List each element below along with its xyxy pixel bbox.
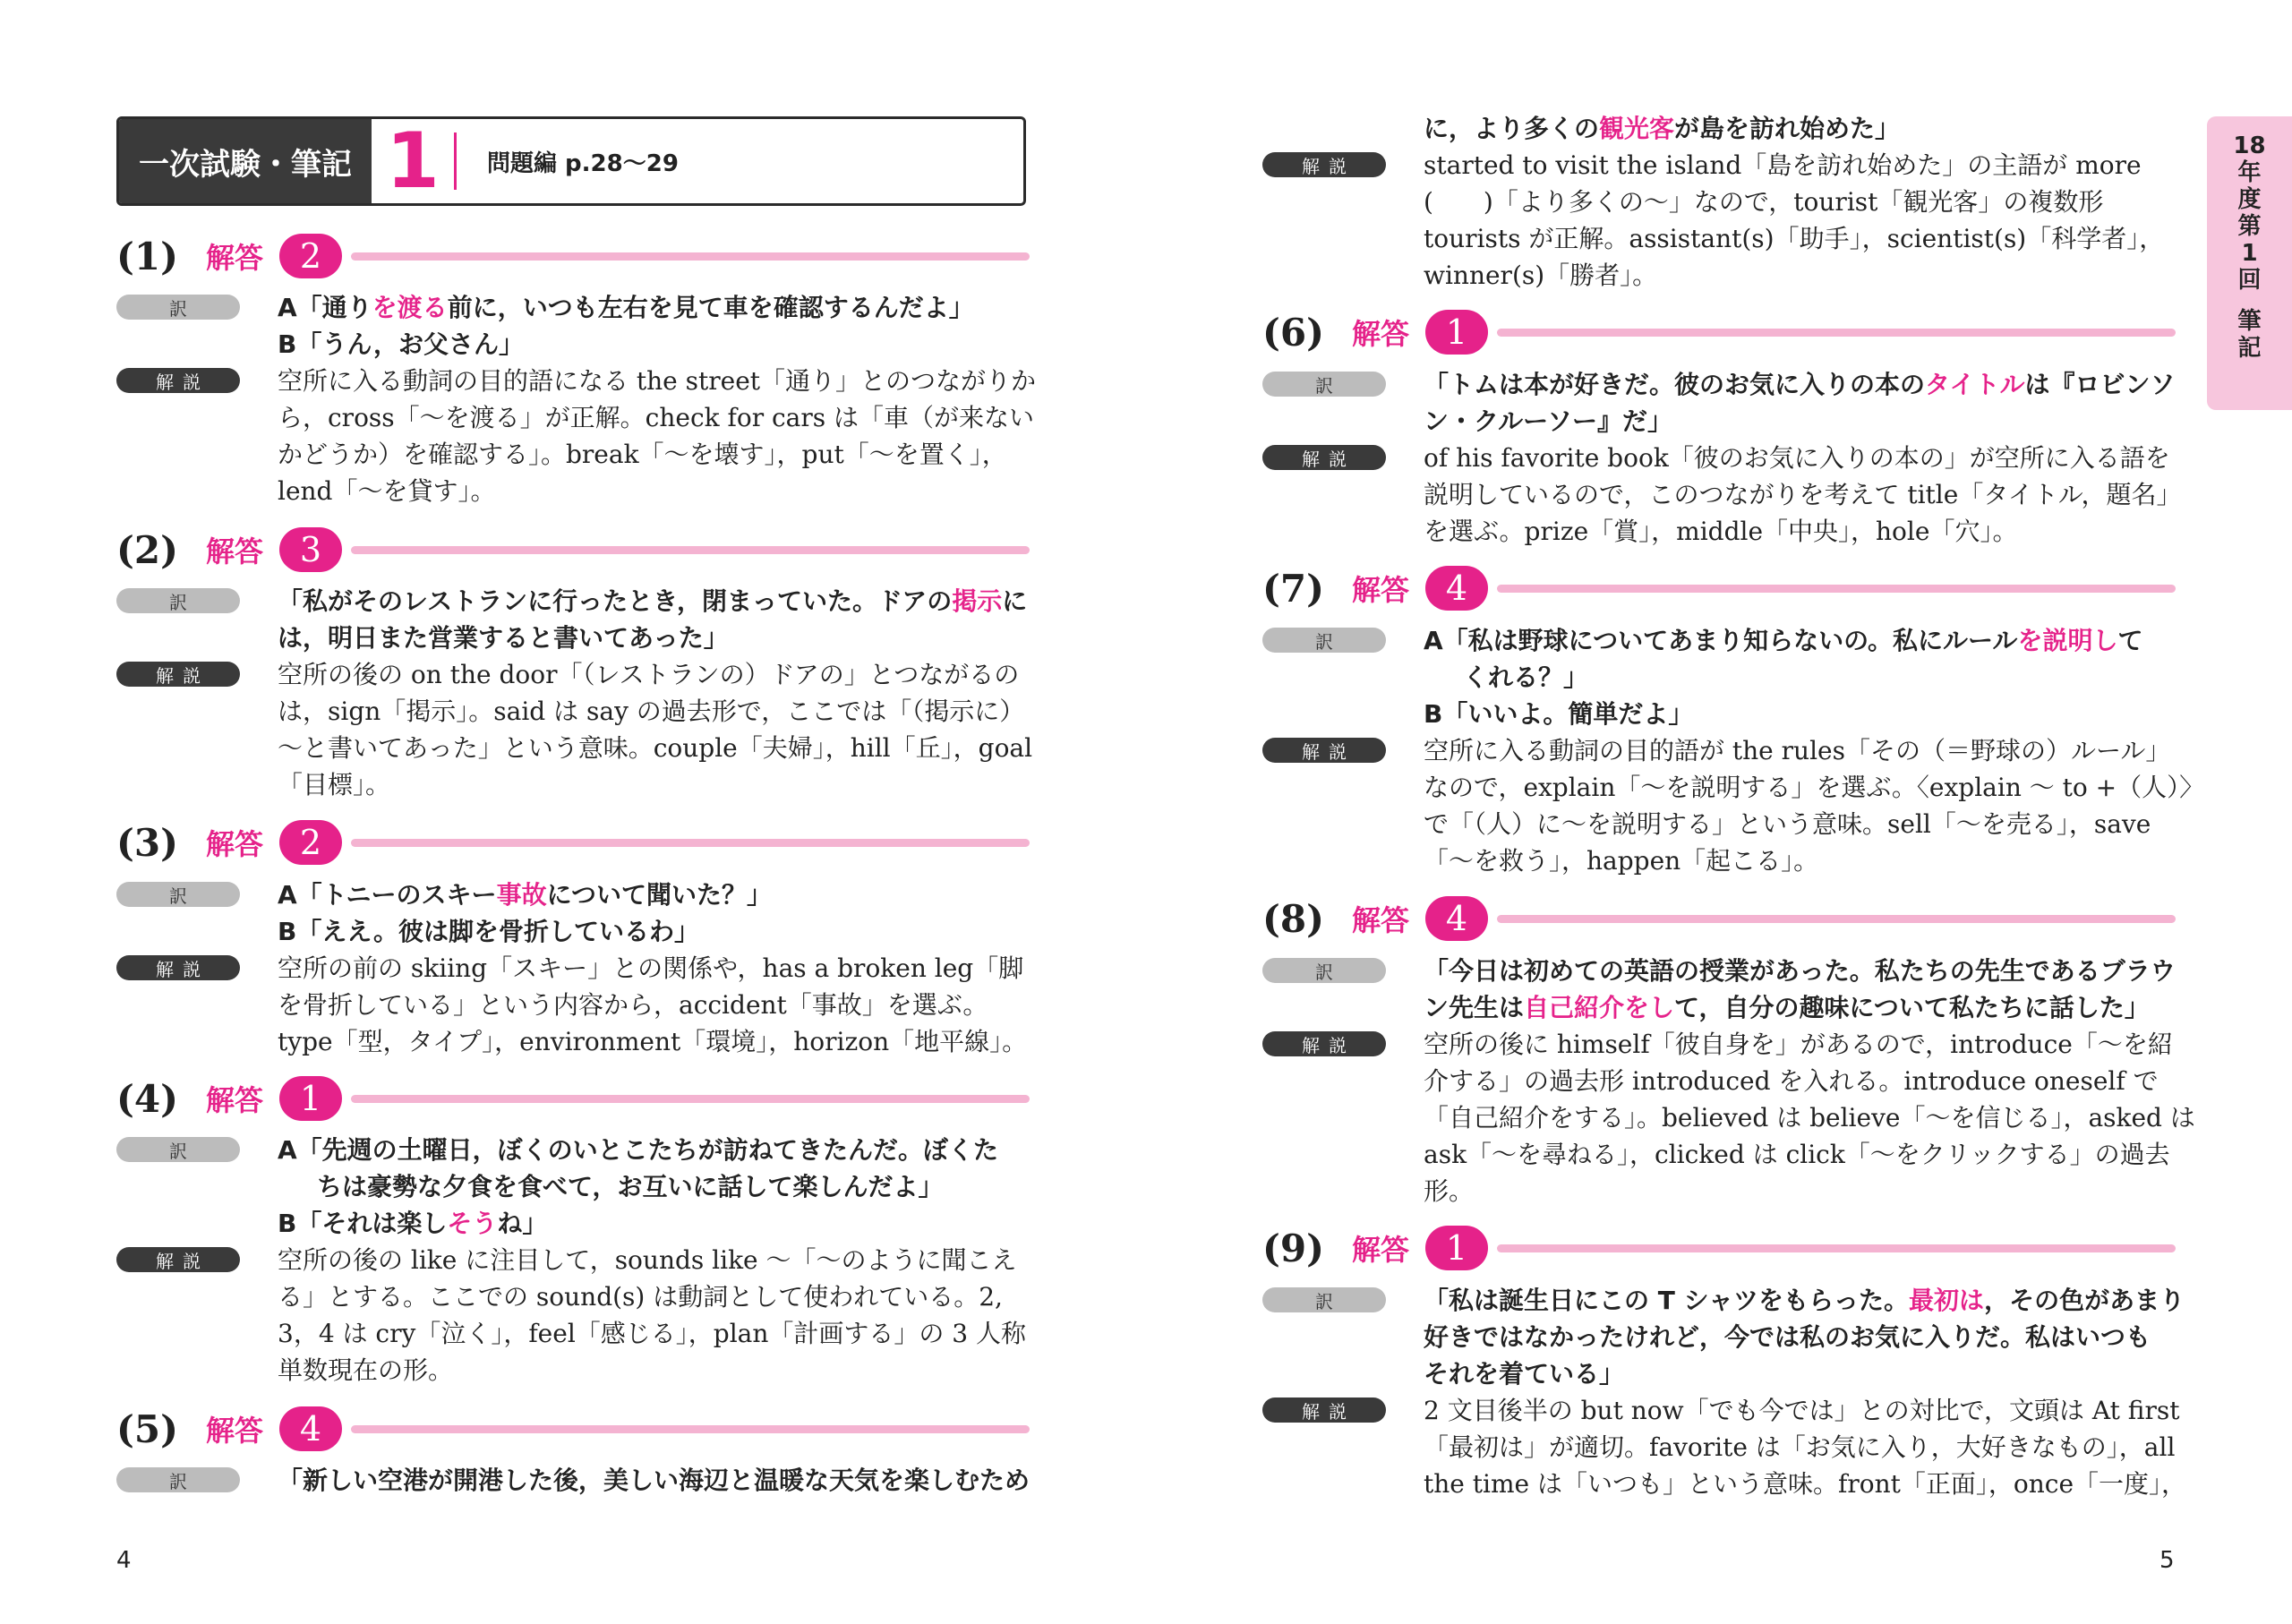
question-heading [1262,1221,2176,1275]
heading-rule [1497,915,2176,923]
translation-text [1424,622,2176,732]
text-line: 空所の前の skiing「スキー」との関係や，has a broken leg「脚 [278,953,1024,983]
translation-row [1262,953,2176,1026]
section-header [116,116,1026,206]
section-number: 1 [386,116,440,206]
text-segment: 「私は誕生日にこの T シャツをもらった。 [1424,1286,1910,1315]
explanation-tag: 解説 [116,662,240,687]
question-number: (4) [116,1076,178,1121]
text-line: を選ぶ。prize「賞」，middle「中央」，hole「穴」。 [1424,517,2018,546]
text-line: 説明しているので，このつながりを考えて title「タイトル，題名」 [1424,480,2182,509]
text-segment: ちは豪勢な夕食を食べて，お互いに話して楽しんだよ」 [317,1172,944,1201]
answer-badge: 1 [279,1076,342,1121]
highlight-text: そう [447,1209,498,1238]
text-segment: 「私がそのレストランに行ったとき，閉まっていた。ドアの [278,586,953,616]
text-segment: 前に，いつも左右を見て車を確認するんだよ」 [447,293,974,322]
translation-tag: 訳 [116,588,240,613]
explanation-text [1424,440,2182,550]
text-segment: 「今日は初めての英語の授業があった。私たちの先生であるブラウ [1424,956,2176,986]
highlight-text: 事故 [496,880,547,910]
text-segment: B「うん，お父さん」 [278,329,525,359]
text-line: 〜と書いてあった」という意味。couple「夫婦」，hill「丘」，goal [278,733,1033,763]
answer-label: 解答 [206,241,264,275]
text-line: ら，cross「〜を渡る」が正解。check for cars は「車（が来ない [278,403,1035,432]
text-segment: A「私は野球についてあまり知らないの。私にルール [1424,626,2018,655]
text-line: type「型，タイプ」，environment「環境」，horizon「地平線」。 [278,1027,1028,1056]
text-line: 「最初は」が適切。favorite は「お気に入り，大好きなもの」，all [1424,1432,2176,1462]
explanation-row [1262,440,2182,550]
explanation-row [1262,147,2176,294]
explanation-text [1424,147,2176,294]
explanation-tag: 解説 [1262,738,1386,763]
text-line: で「（人）に〜を説明する」という意味。sell「〜を売る」，save [1424,809,2151,839]
text-line [1424,989,2176,1026]
side-tab [2207,116,2292,410]
explanation-row [116,950,1030,1060]
translation-row [116,876,1030,950]
explanation-text [278,1242,1030,1389]
text-segment: に [1002,586,1028,616]
text-segment: ン・クルーソー』だ」 [1424,406,1673,436]
explanation-row [116,1242,1030,1389]
heading-rule [1497,585,2176,593]
text-segment: それを着ている」 [1424,1359,1625,1389]
text-line [278,913,1030,950]
text-line: the time は「いつも」という意味。front「正面」，once「一度」， [1424,1469,2187,1499]
answer-label: 解答 [206,1414,264,1448]
text-line [1424,659,2176,696]
answer-label: 解答 [206,534,264,568]
text-line: 介する」の過去形 introduced を入れる。introduce oneself で [1424,1066,2159,1096]
text-segment: B「ええ。彼は脚を骨折しているわ」 [278,917,700,946]
explanation-tag: 解説 [116,955,240,980]
text-line: 「自己紹介をする」。believed は believe「〜を信じる」，asked は [1424,1103,2195,1133]
explanation-text [278,363,1036,509]
heading-rule [1497,1244,2176,1252]
text-line: winner(s)「勝者」。 [1424,261,1658,290]
translation-row [1262,366,2176,440]
heading-rule [351,839,1030,847]
explanation-text [278,950,1030,1060]
question-heading [116,523,1030,577]
question-heading [1262,561,2176,615]
text-segment: は『ロビンソ [2024,370,2176,399]
question-number: (9) [1262,1226,1324,1270]
explanation-text [278,656,1032,803]
text-line [278,620,1030,656]
question-number: (6) [1262,310,1324,355]
text-line: 空所の後の on the door「（レストランの）ドアの」とつながるの [278,660,1020,689]
explanation-tag: 解説 [116,1247,240,1272]
translation-continued [1424,110,2194,147]
text-line: 空所に入る動詞の目的語になる the street「通り」とのつながりか [278,366,1037,396]
question-heading [1262,305,2176,359]
question-number: (3) [116,820,178,865]
text-line: は，sign「掲示」。said は say の過去形で，ここでは「（掲示に） [278,697,1025,726]
text-segment: て [2117,626,2143,655]
heading-rule [351,1095,1030,1103]
text-line [1424,403,2176,440]
question-number: (7) [1262,566,1324,611]
translation-text [1424,1282,2185,1392]
text-segment: くれる？」 [1463,662,1589,692]
text-segment: B「いいよ。簡単だよ」 [1424,699,1694,729]
section-title: 一次試験・筆記 [119,119,372,203]
translation-text [278,876,1030,950]
translation-tag: 訳 [116,1137,240,1162]
side-tab-char: 年 [2237,159,2262,186]
explanation-row [1262,732,2205,879]
text-line [1424,366,2176,403]
explanation-text [1424,1392,2186,1502]
heading-rule [1497,329,2176,337]
explanation-text [1424,732,2204,879]
text-line [278,1168,1030,1205]
text-line: 2 文目後半の but now「でも今では」との対比で，文頭は At first [1424,1396,2180,1425]
text-segment: A「トニーのスキー [278,880,497,910]
text-line: る」とする。ここでの sound(s) は動詞として使われている。2, [278,1282,1003,1312]
highlight-text: 観光客 [1599,114,1675,143]
translation-tag: 訳 [116,1467,240,1492]
translation-row [116,583,1030,656]
explanation-tag: 解説 [1262,1397,1386,1423]
text-line: 単数現在の形。 [278,1355,454,1385]
explanation-row [1262,1392,2187,1502]
text-line: of his favorite book「彼のお気に入りの本の」が空所に入る語を [1424,443,2170,473]
explanation-row [116,363,1037,509]
header-divider [454,132,457,190]
text-segment: 好きではなかったけれど，今では私のお気に入りだ。私はいつも [1424,1322,2151,1352]
explanation-text [1424,1026,2195,1209]
text-segment: A「先週の土曜日，ぼくのいとこたちが訪ねてきたんだ。ぼくた [278,1135,998,1165]
text-segment: に，より多くの [1424,114,1600,143]
translation-row [116,1132,1030,1242]
highlight-text: タイトル [1925,370,2025,399]
translation-row [1262,1282,2185,1392]
explanation-tag: 解説 [1262,445,1386,470]
translation-text [278,1132,1030,1242]
explanation-row [1262,1026,2195,1209]
text-line [1424,696,2176,732]
text-line: 空所の後に himself「彼自身を」があるので，introduce「〜を紹 [1424,1030,2173,1059]
text-line: を骨折している」という内容から，accident「事故」を選ぶ。 [278,990,988,1020]
explanation-tag: 解説 [1262,152,1386,177]
question-heading [1262,892,2176,945]
answer-badge: 3 [279,527,342,572]
highlight-text: を渡る [372,293,448,322]
translation-text [1424,110,2194,147]
answer-label: 解答 [1352,573,1410,607]
answer-label: 解答 [206,827,264,861]
text-segment: B「それは楽し [278,1209,448,1238]
translation-row [116,1462,1030,1499]
translation-tag: 訳 [1262,372,1386,397]
text-segment: が島を訪れ始めた」 [1674,114,1901,143]
text-segment: 「トムは本が好きだ。彼のお気に入りの本の [1424,370,1926,399]
text-segment: 「新しい空港が開港した後，美しい海辺と温暖な天気を楽しむため [278,1466,1031,1495]
page-number-left: 4 [116,1547,132,1574]
answer-badge: 2 [279,820,342,865]
text-line: 「目標」。 [278,770,391,799]
text-segment: について聞いた？」 [546,880,773,910]
translation-text [278,1462,1030,1499]
translation-text [278,289,1030,363]
text-line [278,1205,1030,1242]
text-line [278,876,1030,913]
text-line: 形。 [1424,1176,1475,1206]
translation-text [1424,366,2176,440]
text-segment: ，その色があまり [1984,1286,2185,1315]
text-line [278,326,1030,363]
text-line [1424,1355,2185,1392]
translation-tag: 訳 [1262,628,1386,653]
translation-row [116,289,1030,363]
answer-badge: 1 [1425,1226,1488,1270]
text-line: 「〜を救う」，happen「起こる」。 [1424,846,1819,876]
text-line: tourists が正解。assistant(s)「助手」，scientist(s)「科学者」， [1424,224,2165,253]
translation-text [1424,953,2176,1026]
text-line: lend「〜を貸す」。 [278,476,496,506]
text-line: ( )「より多くの〜」なので，tourist「観光客」の複数形 [1424,187,2104,217]
problem-reference: 問題編 p.28〜29 [487,150,679,177]
side-tab-char: 筆 [2237,308,2262,335]
question-number: (1) [116,234,178,278]
text-line: started to visit the island「島を訪れ始めた」の主語が more [1424,150,2142,180]
highlight-text: 自己紹介をし [1524,993,1675,1022]
explanation-tag: 解説 [1262,1031,1386,1056]
text-line [278,1462,1030,1499]
heading-rule [351,1425,1030,1433]
text-line [1424,1282,2185,1319]
answer-badge: 2 [279,234,342,278]
text-segment: A「通り [278,293,372,322]
highlight-text: 最初は [1909,1286,1985,1315]
text-line [1424,110,2194,147]
text-line: かどうか）を確認する」。break「〜を壊す」，put「〜を置く」， [278,440,1007,469]
question-heading [116,816,1030,869]
side-tab-char: 記 [2237,335,2262,362]
text-line [278,583,1030,620]
side-tab-char: 1 [2241,240,2258,267]
heading-rule [351,252,1030,261]
answer-badge: 1 [1425,310,1488,355]
answer-badge: 4 [1425,566,1488,611]
question-number: (2) [116,527,178,572]
question-heading [116,1072,1030,1125]
text-line [1424,1319,2185,1355]
page-number-right: 5 [2159,1547,2175,1574]
answer-label: 解答 [1352,317,1410,351]
text-segment: ン先生は [1424,993,1525,1022]
translation-tag: 訳 [116,295,240,320]
text-segment: ね」 [497,1209,548,1238]
translation-tag: 訳 [116,882,240,907]
text-line [278,289,1030,326]
explanation-tag: 解説 [116,368,240,393]
text-line: 3，4 は cry「泣く」，feel「感じる」，plan「計画する」の 3 人称 [278,1319,1026,1348]
answer-label: 解答 [206,1083,264,1117]
text-segment: は，明日また営業すると書いてあった」 [278,623,729,653]
question-number: (8) [1262,896,1324,941]
answer-badge: 4 [279,1406,342,1451]
text-segment: て，自分の趣味について私たちに話した」 [1674,993,2150,1022]
question-heading [116,1402,1030,1456]
text-line [278,1132,1030,1168]
side-tab-char: 18 [2233,132,2266,159]
side-tab-char: 第 [2237,213,2262,240]
highlight-text: 掲示 [952,586,1003,616]
question-heading [116,229,1030,283]
translation-tag: 訳 [1262,958,1386,983]
text-line [1424,622,2176,659]
side-tab-char: 度 [2237,186,2262,213]
translation-row [1262,622,2176,732]
heading-rule [351,546,1030,554]
text-line: ask「〜を尋ねる」，clicked は click「〜をクリックする」の過去 [1424,1140,2170,1169]
answer-label: 解答 [1352,1233,1410,1267]
text-line: 空所の後の like に注目して，sounds like 〜「〜のように聞こえ [278,1245,1017,1275]
text-line: 空所に入る動詞の目的語が the rules「その（＝野球の）ルール」 [1424,736,2171,765]
translation-tag: 訳 [1262,1287,1386,1312]
explanation-row [116,656,1033,803]
translation-text [278,583,1030,656]
highlight-text: を説明し [2017,626,2118,655]
answer-label: 解答 [1352,903,1410,937]
question-number: (5) [116,1406,178,1451]
text-line [1424,953,2176,989]
answer-badge: 4 [1425,896,1488,941]
text-line: なので，explain「〜を説明する」を選ぶ。〈explain 〜 to +（人）〉 [1424,773,2205,802]
side-tab-char: 回 [2237,267,2262,294]
